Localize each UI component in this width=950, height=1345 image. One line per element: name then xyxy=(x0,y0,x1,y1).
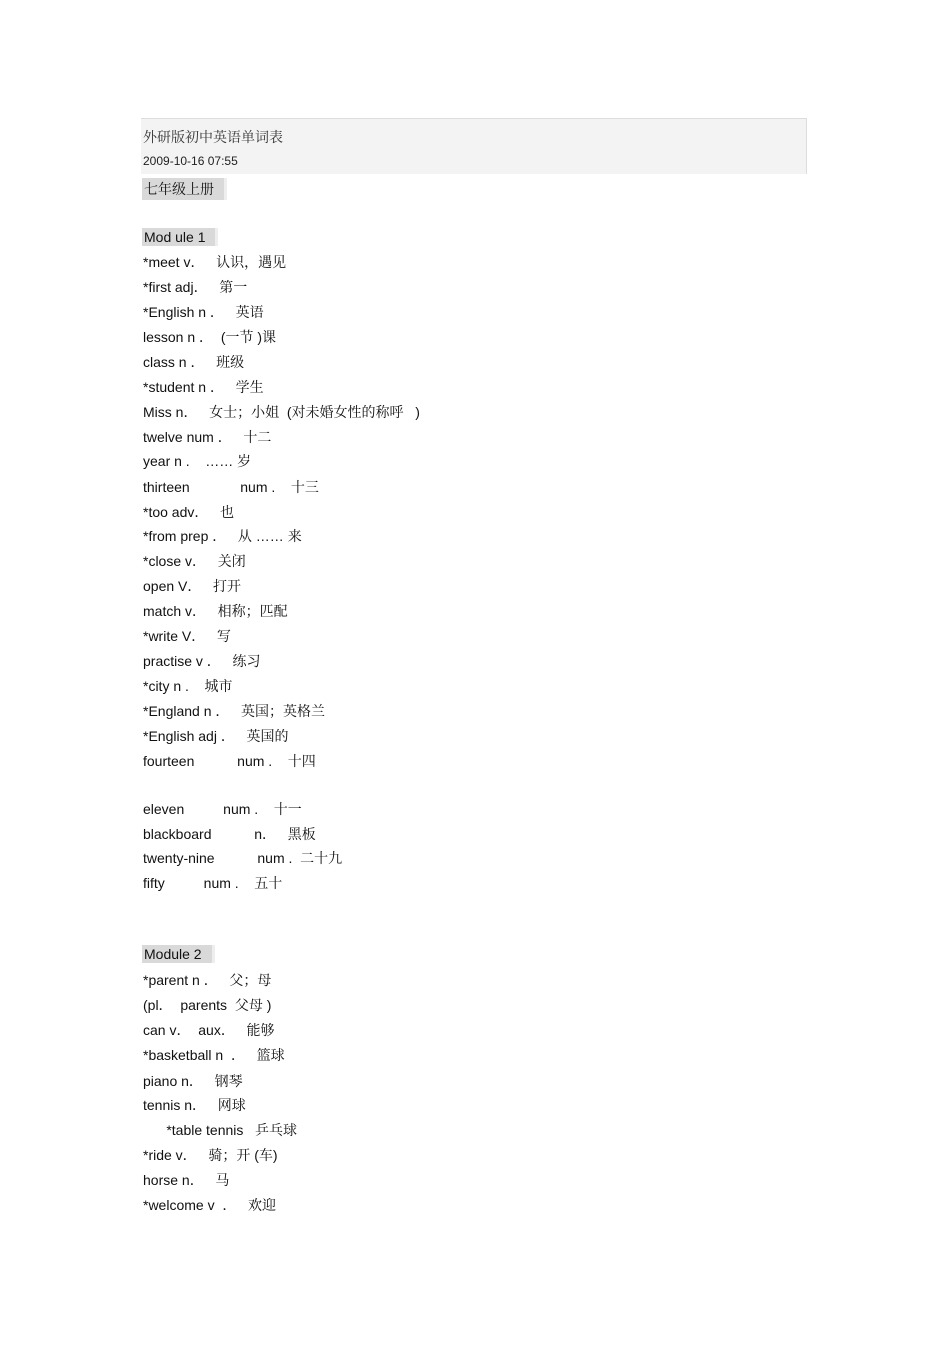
vocab-entry: *meet v． 认识，遇见 xyxy=(143,254,287,270)
vocab-entry: *first adj． 第一 xyxy=(143,279,248,295)
vocab-entry: tennis n． 网球 xyxy=(143,1097,246,1113)
vocab-entry: piano n． 钢琴 xyxy=(143,1073,243,1089)
vocab-entry: *welcome v ． 欢迎 xyxy=(143,1197,277,1213)
vocab-entry: *English n ． 英语 xyxy=(143,304,264,320)
vocab-entry: twelve num ． 十二 xyxy=(143,429,272,445)
vocab-entry: *write V． 写 xyxy=(143,628,231,644)
vocab-entry: open V． 打开 xyxy=(143,578,242,594)
vocab-entry: fourteen num . 十四 xyxy=(143,753,316,769)
vocab-entry: blackboard n． 黑板 xyxy=(143,826,316,842)
vocab-entry: thirteen num . 十三 xyxy=(143,479,319,495)
vocab-entry: *English adj ． 英国的 xyxy=(143,728,289,744)
vocab-entry: horse n． 马 xyxy=(143,1172,230,1188)
module-2-label: Module 2 xyxy=(142,945,215,963)
vocab-entry: can v． aux． 能够 xyxy=(143,1022,275,1038)
vocab-entry: *city n . 城市 xyxy=(143,678,233,694)
vocab-entry: *ride v． 骑；开 (车) xyxy=(143,1147,278,1163)
vocab-entry: eleven num . 十一 xyxy=(143,801,302,817)
post-datetime: 2009-10-16 07:55 xyxy=(143,154,238,168)
page-title: 外研版初中英语单词表 xyxy=(143,129,283,145)
vocab-entry: twenty-nine num . 二十九 xyxy=(143,850,343,866)
vocab-entry: lesson n ． (一节 )课 xyxy=(143,329,277,345)
vocab-entry: *England n ． 英国；英格兰 xyxy=(143,703,326,719)
vocab-entry: *basketball n ． 篮球 xyxy=(143,1047,285,1063)
grade-label: 七年级上册 xyxy=(142,178,227,200)
vocab-entry: *parent n ． 父；母 xyxy=(143,972,272,988)
vocab-entry: *from prep ． 从 …… 来 xyxy=(143,528,302,544)
vocab-entry: *close v． 关闭 xyxy=(143,553,246,569)
module-1-label: Mod ule 1 xyxy=(142,228,218,246)
vocab-entry: match v． 相称；匹配 xyxy=(143,603,288,619)
vocab-entry: practise v ． 练习 xyxy=(143,653,261,669)
vocab-entry: Miss n． 女士；小姐 (对未婚女性的称呼 ) xyxy=(143,404,420,420)
vocab-entry: year n . …… 岁 xyxy=(143,453,252,469)
vocab-entry: (pl． parents 父母 ) xyxy=(143,997,272,1013)
vocab-entry: fifty num . 五十 xyxy=(143,875,283,891)
vocab-entry: *student n ． 学生 xyxy=(143,379,264,395)
vocab-entry: *too adv． 也 xyxy=(143,504,235,520)
vocab-entry: *table tennis 乒乓球 xyxy=(143,1122,298,1138)
vocab-entry: class n ． 班级 xyxy=(143,354,245,370)
